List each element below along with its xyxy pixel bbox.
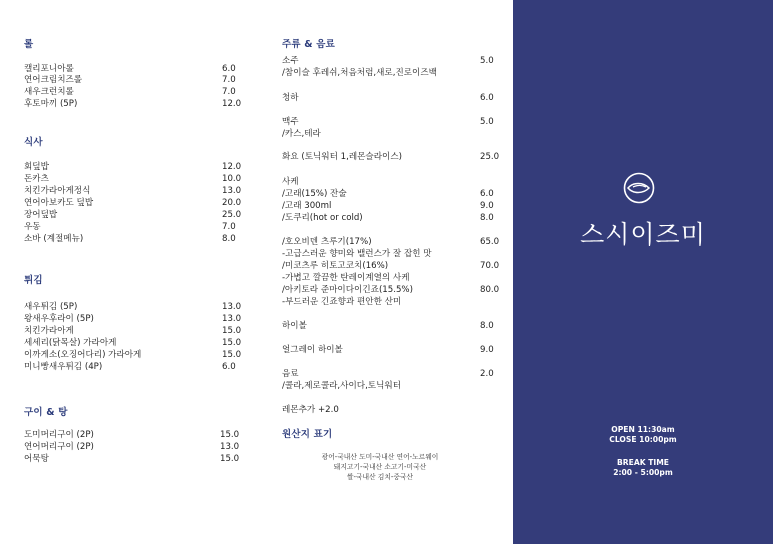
item-name: 어묵탕 bbox=[24, 454, 49, 464]
item-price: 15.0 bbox=[220, 430, 240, 440]
drink-item bbox=[282, 345, 494, 357]
drink-name: /미코츠루 히토고코치(16%) bbox=[282, 261, 389, 271]
drink-item bbox=[282, 177, 299, 189]
item-name: 소바 (계절메뉴) bbox=[24, 234, 84, 244]
item-price: 15.0 bbox=[222, 326, 242, 336]
drink-name: /도쿠리(hot or cold) bbox=[282, 213, 363, 223]
drink-item bbox=[282, 152, 500, 164]
drink-item bbox=[282, 369, 494, 392]
item-name: 왕새우후라이 (5P) bbox=[24, 314, 94, 324]
drink-item bbox=[282, 189, 494, 201]
item-name: 돈카츠 bbox=[24, 174, 49, 184]
drink-detail: /카스,테라 bbox=[282, 128, 321, 139]
break-time-label: BREAK TIME bbox=[617, 458, 669, 467]
drink-name: 화요 (토닉워터 1,레몬슬라이스) bbox=[282, 152, 402, 162]
drink-name: 레몬추가 +2.0 bbox=[282, 405, 339, 415]
drink-name: 맥주 bbox=[282, 117, 299, 127]
section-title-meal: 식사 bbox=[24, 137, 43, 148]
section-title-drinks: 주류 & 음료 bbox=[282, 39, 336, 50]
drink-item bbox=[282, 117, 494, 140]
drink-item bbox=[282, 321, 494, 333]
origin-line: 돼지고기-국내산 소고기-미국산 bbox=[333, 463, 427, 471]
drink-price: 70.0 bbox=[480, 261, 500, 271]
drink-price: 5.0 bbox=[480, 56, 494, 66]
drink-detail: /콜라,제로콜라,사이다,토닉워터 bbox=[282, 380, 402, 391]
item-name: 치킨가라아게정식 bbox=[24, 186, 91, 196]
section-title-grill: 구이 & 탕 bbox=[24, 407, 68, 418]
brand-panel bbox=[513, 0, 773, 544]
drink-name: /아키토라 준마이다이긴죠(15.5%) bbox=[282, 285, 413, 295]
drink-detail: -고급스러운 향미와 밸런스가 잘 잡힌 맛 bbox=[282, 248, 432, 259]
item-price: 7.0 bbox=[222, 222, 236, 232]
item-price: 7.0 bbox=[222, 87, 236, 97]
drink-price: 8.0 bbox=[480, 321, 494, 331]
drink-price: 9.0 bbox=[480, 345, 494, 355]
item-name: 캘리포니아롤 bbox=[24, 64, 74, 74]
drink-price: 9.0 bbox=[480, 201, 494, 211]
drink-item bbox=[282, 261, 500, 284]
origin-line: 광어-국내산 도미-국내산 연어-노르웨이 bbox=[321, 453, 439, 461]
item-name: 새우크런치롤 bbox=[24, 87, 74, 97]
drink-name: /고래 300ml bbox=[282, 201, 332, 211]
item-name: 우동 bbox=[24, 222, 41, 232]
drink-name: 얼그레이 하이볼 bbox=[282, 345, 343, 355]
drink-item bbox=[282, 237, 500, 260]
drink-detail: -부드러운 긴죠향과 편안한 산미 bbox=[282, 296, 402, 307]
drink-name: 하이볼 bbox=[282, 321, 307, 331]
drink-price: 25.0 bbox=[480, 152, 500, 162]
drink-price: 6.0 bbox=[480, 189, 494, 199]
drink-name: 사케 bbox=[282, 177, 299, 187]
section-title-roll: 롤 bbox=[24, 39, 34, 50]
drink-name: 청하 bbox=[282, 93, 299, 103]
drink-detail: /참이슬 후레쉬,처음처럼,새로,진로이즈백 bbox=[282, 67, 437, 78]
drink-name: /호오비덴 츠루기(17%) bbox=[282, 237, 372, 247]
item-price: 20.0 bbox=[222, 198, 242, 208]
drink-detail: -가볍고 깔끔한 탄레이계열의 사케 bbox=[282, 272, 410, 283]
drink-price: 8.0 bbox=[480, 213, 494, 223]
brand-name: 스시이즈미 bbox=[580, 220, 706, 249]
drink-price: 65.0 bbox=[480, 237, 500, 247]
close-time: CLOSE 10:00pm bbox=[609, 435, 677, 444]
drink-item bbox=[282, 405, 339, 417]
section-title-fried: 튀김 bbox=[24, 275, 43, 286]
item-name: 이까게소(오징어다리) 가라아게 bbox=[24, 350, 142, 360]
open-hours bbox=[513, 425, 773, 445]
drink-name: 음료 bbox=[282, 369, 299, 379]
item-name: 연어아보카도 덮밥 bbox=[24, 198, 94, 208]
item-price: 7.0 bbox=[222, 75, 236, 85]
break-time-range: 2:00 - 5:00pm bbox=[613, 468, 673, 477]
item-name: 회덮밥 bbox=[24, 162, 49, 172]
item-name: 연어머리구이 (2P) bbox=[24, 442, 94, 452]
drink-item bbox=[282, 56, 494, 79]
item-price: 13.0 bbox=[220, 442, 240, 452]
fish-circle-icon bbox=[622, 172, 656, 204]
item-price: 13.0 bbox=[222, 302, 242, 312]
drink-price: 6.0 bbox=[480, 93, 494, 103]
item-price: 15.0 bbox=[220, 454, 240, 464]
item-price: 12.0 bbox=[222, 99, 242, 109]
item-name: 미니빵새우튀김 (4P) bbox=[24, 362, 103, 372]
drink-item bbox=[282, 93, 494, 105]
item-name: 치킨가라아게 bbox=[24, 326, 74, 336]
drink-price: 5.0 bbox=[480, 117, 494, 127]
section-title-origin: 원산지 표기 bbox=[282, 429, 333, 440]
item-price: 15.0 bbox=[222, 350, 242, 360]
drink-item bbox=[282, 213, 494, 225]
item-name: 도미머리구이 (2P) bbox=[24, 430, 94, 440]
item-name: 연어크림치즈롤 bbox=[24, 75, 83, 85]
item-price: 13.0 bbox=[222, 186, 242, 196]
drink-item bbox=[282, 285, 500, 308]
open-time: OPEN 11:30am bbox=[611, 425, 675, 434]
item-price: 25.0 bbox=[222, 210, 242, 220]
item-price: 6.0 bbox=[222, 64, 236, 74]
break-time bbox=[513, 458, 773, 478]
item-name: 장어덮밥 bbox=[24, 210, 58, 220]
item-price: 12.0 bbox=[222, 162, 242, 172]
item-name: 새우튀김 (5P) bbox=[24, 302, 78, 312]
item-name: 세세리(닭목살) 가라아게 bbox=[24, 338, 117, 348]
item-price: 10.0 bbox=[222, 174, 242, 184]
drink-price: 2.0 bbox=[480, 369, 494, 379]
item-price: 8.0 bbox=[222, 234, 236, 244]
drink-name: 소주 bbox=[282, 56, 299, 66]
drink-item bbox=[282, 201, 494, 213]
drink-price: 80.0 bbox=[480, 285, 500, 295]
item-name: 후토마끼 (5P) bbox=[24, 99, 78, 109]
item-price: 6.0 bbox=[222, 362, 236, 372]
origin-line: 쌀-국내산 김치-중국산 bbox=[346, 473, 414, 481]
item-price: 15.0 bbox=[222, 338, 242, 348]
drink-name: /고래(15%) 잔술 bbox=[282, 189, 347, 199]
item-price: 13.0 bbox=[222, 314, 242, 324]
